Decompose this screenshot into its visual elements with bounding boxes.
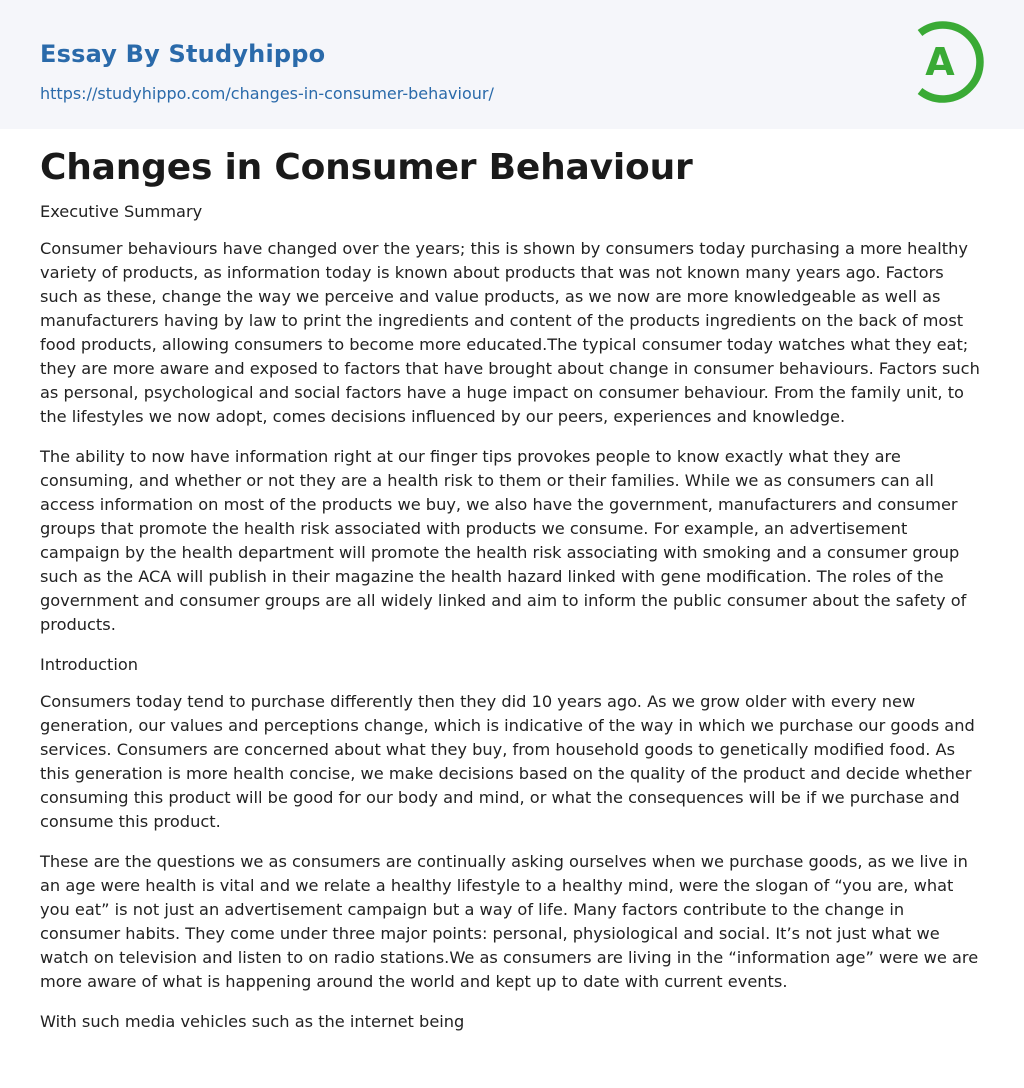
source-url-link[interactable]: https://studyhippo.com/changes-in-consumer-behaviour/ <box>40 84 494 103</box>
essay-content <box>40 144 984 1034</box>
section-heading-introduction: Introduction <box>40 655 139 674</box>
essay-paragraph: With such media vehicles such as the internet being <box>40 1012 465 1031</box>
brand-title: Essay By Studyhippo <box>40 40 326 68</box>
section-heading-executive-summary: Executive Summary <box>40 202 203 221</box>
essay-title: Changes in Consumer Behaviour <box>40 147 693 188</box>
essay-paragraph: Consumers today tend to purchase differently then they did 10 years ago. As we grow older with every new generation, our values and perceptions change, which is indicative of the way in which we purchase our goods and services. Consumers are concerned about what they buy, from household goods to genetically modified food. As this generation is more health concise, we make decisions based on the quality of the product and decide whether consuming this product will be good for our body and mind, or what the consequences will be if we purchase and consume this product. <box>40 692 975 831</box>
essay-paragraph: Consumer behaviours have changed over the years; this is shown by consumers today purchasing a more healthy variety of products, as information today is known about products that was not known many years ago. Factors such as these, change the way we perceive and value products, as we now are more knowledgeable as well as manufacturers having by law to print the ingredients and content of the products ingredients on the back of most food products, allowing consumers to become more educated.The typical consumer today watches what they eat; they are more aware and exposed to factors that have brought about change in consumer behaviours. Factors such as personal, psychological and social factors have a huge impact on consumer behaviour. From the family unit, to the lifestyles we now adopt, comes decisions influenced by our peers, experiences and knowledge. <box>40 239 980 426</box>
essay-paragraph: These are the questions we as consumers are continually asking ourselves when we purchase goods, as we live in an age were health is vital and we relate a healthy lifestyle to a healthy mind, were the slogan of “you are, what you eat” is not just an advertisement campaign but a way of life. Many factors contribute to the change in consumer habits. They come under three major points: personal, physiological and social. It’s not just what we watch on television and listen to on radio stations.We as consumers are living in the “information age” were we are more aware of what is happening around the world and kept up to date with current events. <box>40 852 979 991</box>
site-header <box>0 0 1024 129</box>
studyhippo-logo-icon[interactable] <box>912 19 986 105</box>
essay-paragraph: The ability to now have information right at our finger tips provokes people to know exactly what they are consuming, and whether or not they are a health risk to them or their families. While we as consumers can all access information on most of the products we buy, we also have the government, manufacturers and consumer groups that promote the health risk associated with products we consume. For example, an advertisement campaign by the health department will promote the health risk associating with smoking and a consumer group such as the ACA will publish in their magazine the health hazard linked with gene modification. The roles of the government and consumer groups are all widely linked and aim to inform the public consumer about the safety of products. <box>40 447 967 634</box>
logo-letter: A <box>925 40 955 84</box>
